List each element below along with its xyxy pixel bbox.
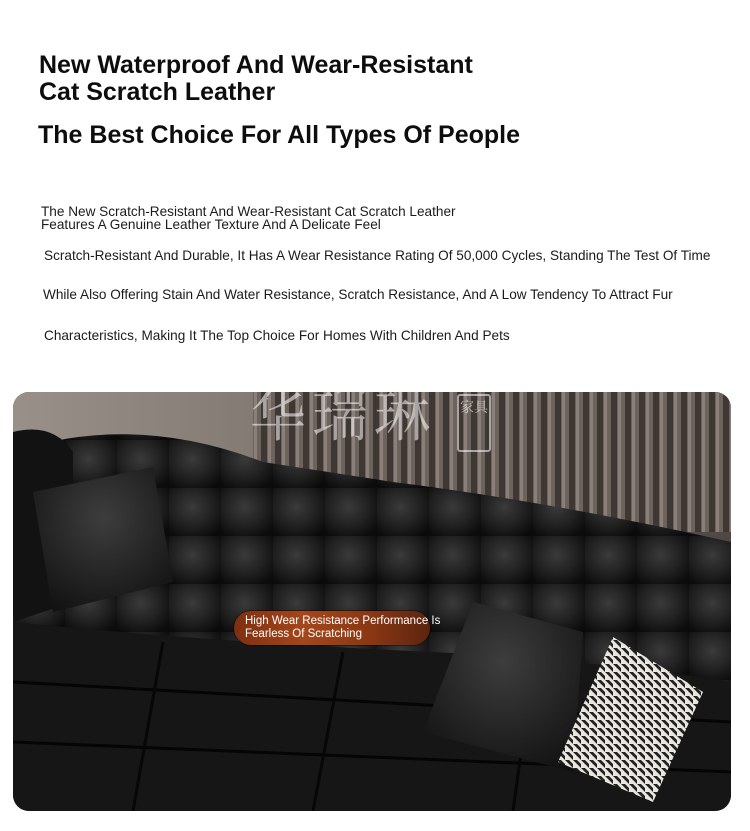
description-line-5: Characteristics, Making It The Top Choice For Homes With Children And Pets <box>44 328 510 343</box>
sofa-photo <box>13 392 731 811</box>
subheading: The Best Choice For All Types Of People <box>38 121 521 149</box>
feature-badge-line-1: High Wear Resistance Performance Is <box>245 615 441 627</box>
watermark-text: 华瑞琳 <box>250 385 436 450</box>
watermark-seal: 家具 <box>457 394 491 452</box>
sofa-illustration <box>13 392 731 811</box>
main-heading-line-1: New Waterproof And Wear-Resistant <box>39 51 473 79</box>
main-heading <box>39 52 473 106</box>
main-heading-line-2: Cat Scratch Leather <box>39 78 276 106</box>
description-line-3: Scratch-Resistant And Durable, It Has A Wear Resistance Rating Of 50,000 Cycles, Standing The Test Of Time <box>44 248 711 263</box>
description-line-1: The New Scratch-Resistant And Wear-Resistant Cat Scratch Leather <box>41 204 456 219</box>
feature-badge-text <box>245 615 440 641</box>
feature-badge-line-2: Fearless Of Scratching <box>245 628 362 640</box>
description-paragraph-1 <box>41 205 456 231</box>
description-line-4: While Also Offering Stain And Water Resistance, Scratch Resistance, And A Low Tendency To Attract Fur <box>43 287 673 302</box>
description-line-2: Features A Genuine Leather Texture And A Delicate Feel <box>41 217 381 232</box>
feature-badge <box>234 611 441 645</box>
